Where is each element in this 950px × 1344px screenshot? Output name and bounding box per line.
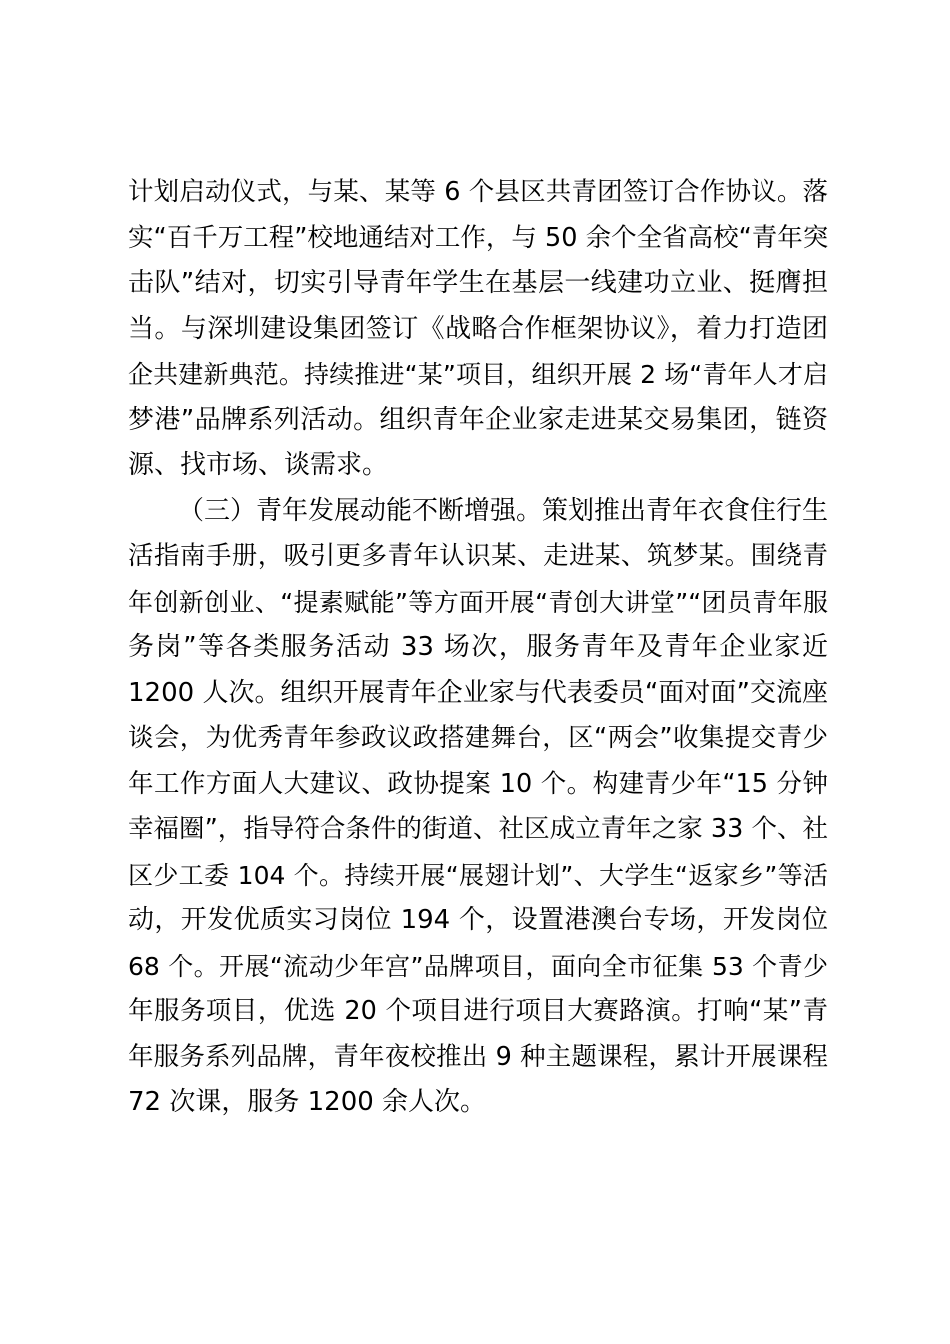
text-line: 68 个。开展“流动少年宫”品牌项目，面向全市征集 53 个青少 [128, 951, 828, 981]
text-line: 源、找市场、谈需求。 [128, 450, 389, 480]
text-line: 年服务项目，优选 20 个项目进行项目大赛路演。打响“某”青 [128, 996, 828, 1026]
text-line: 计划启动仪式，与某、某等 6 个县区共青团签订合作协议。落 [128, 177, 828, 207]
text-line: 年服务系列品牌，青年夜校推出 9 种主题课程，累计开展课程 [128, 1041, 828, 1072]
text-line: 务岗”等各类服务活动 33 场次，服务青年及青年企业家近 [128, 632, 828, 662]
text-line: 击队”结对，切实引导青年学生在基层一线建功立业、挺膺担 [128, 268, 828, 298]
text-line: 年工作方面人大建议、政协提案 10 个。构建青少年“15 分钟 [128, 768, 828, 799]
text-line: 活指南手册，吸引更多青年认识某、走进某、筑梦某。围绕青 [128, 541, 828, 571]
text-line: 当。与深圳建设集团签订《战略合作框架协议》，着力打造团 [128, 313, 828, 344]
text-line: 幸福圈”，指导符合条件的街道、社区成立青年之家 33 个、社 [128, 814, 828, 844]
text-line: 动，开发优质实习岗位 194 个，设置港澳台专场，开发岗位 [128, 905, 828, 935]
text-line: 实“百千万工程”校地通结对工作，与 50 余个全省高校“青年突 [128, 222, 829, 253]
text-line: 谈会，为优秀青年参政议政搭建舞台，区“两会”收集提交青少 [128, 723, 828, 753]
section-heading-line: （三）青年发展动能不断增强。策划推出青年衣食住行生 [178, 495, 829, 526]
text-line: 区少工委 104 个。持续开展“展翅计划”、大学生“返家乡”等活 [128, 860, 828, 890]
text-line: 1200 人次。组织开展青年企业家与代表委员“面对面”交流座 [128, 677, 828, 708]
text-line: 梦港”品牌系列活动。组织青年企业家走进某交易集团，链资 [128, 404, 828, 435]
text-line: 年创新创业、“提素赋能”等方面开展“青创大讲堂”“团员青年服 [128, 587, 828, 617]
body-text [128, 170, 828, 1126]
text-line: 企共建新典范。持续推进“某”项目，组织开展 2 场“青年人才启 [128, 360, 828, 389]
text-line: 72 次课，服务 1200 余人次。 [128, 1087, 487, 1117]
